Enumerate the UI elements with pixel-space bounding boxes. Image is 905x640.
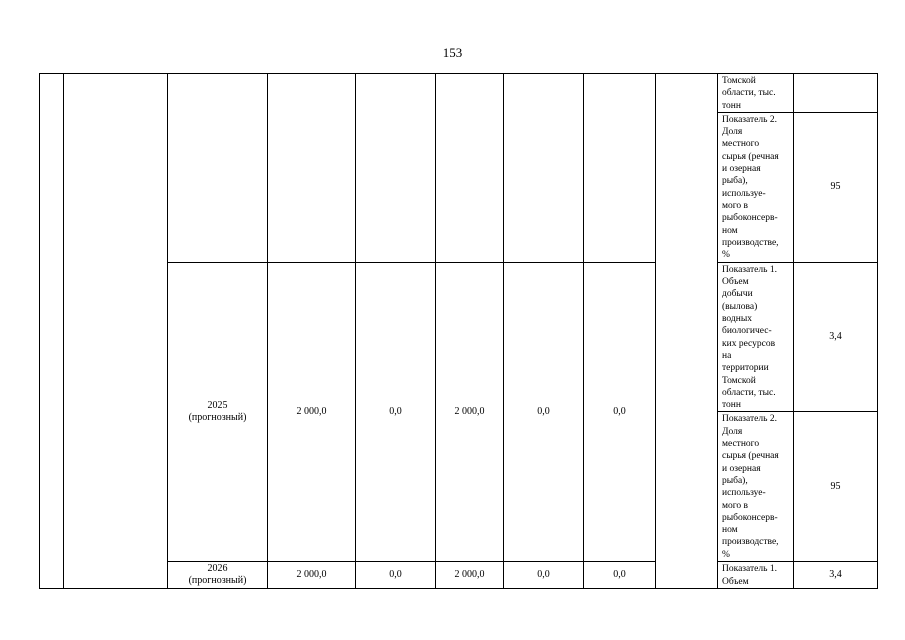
indicator-cell: Показатель 1. Объем xyxy=(718,562,794,589)
table-row xyxy=(40,74,878,113)
executor-cell xyxy=(656,74,718,589)
indicator-cell: Томской области, тыс. тонн xyxy=(718,74,794,113)
number-cell xyxy=(40,74,64,589)
program-table xyxy=(39,73,878,589)
indicator-value-cell: 95 xyxy=(794,412,878,562)
year-cell: 2026 (прогнозный) xyxy=(168,562,268,589)
year-cell: 2025 (прогнозный) xyxy=(168,262,268,562)
federal-cell xyxy=(356,74,436,263)
year-cell xyxy=(168,74,268,263)
local-cell: 0,0 xyxy=(504,262,584,562)
total-cell: 2 000,0 xyxy=(268,262,356,562)
federal-cell: 0,0 xyxy=(356,562,436,589)
regional-cell xyxy=(436,74,504,263)
task-name-cell xyxy=(64,74,168,589)
regional-cell: 2 000,0 xyxy=(436,562,504,589)
regional-cell: 2 000,0 xyxy=(436,262,504,562)
indicator-value-cell xyxy=(794,74,878,113)
other-cell: 0,0 xyxy=(584,262,656,562)
indicator-value-cell: 3,4 xyxy=(794,262,878,412)
federal-cell: 0,0 xyxy=(356,262,436,562)
indicator-value-cell: 3,4 xyxy=(794,562,878,589)
local-cell xyxy=(504,74,584,263)
local-cell: 0,0 xyxy=(504,562,584,589)
page-number: 153 xyxy=(442,45,463,60)
other-cell xyxy=(584,74,656,263)
indicator-cell: Показатель 1. Объем добычи (вылова) водных биологичес- ких ресурсов на территории Томской области, тыс. тонн xyxy=(718,262,794,412)
total-cell: 2 000,0 xyxy=(268,562,356,589)
indicator-value-cell: 95 xyxy=(794,112,878,262)
total-cell xyxy=(268,74,356,263)
indicator-cell: Показатель 2. Доля местного сырья (речная и озерная рыба), используе- мого в рыбоконсерв- ном производстве, % xyxy=(718,112,794,262)
other-cell: 0,0 xyxy=(584,562,656,589)
indicator-cell: Показатель 2. Доля местного сырья (речная и озерная рыба), используе- мого в рыбоконсерв- ном производстве, % xyxy=(718,412,794,562)
